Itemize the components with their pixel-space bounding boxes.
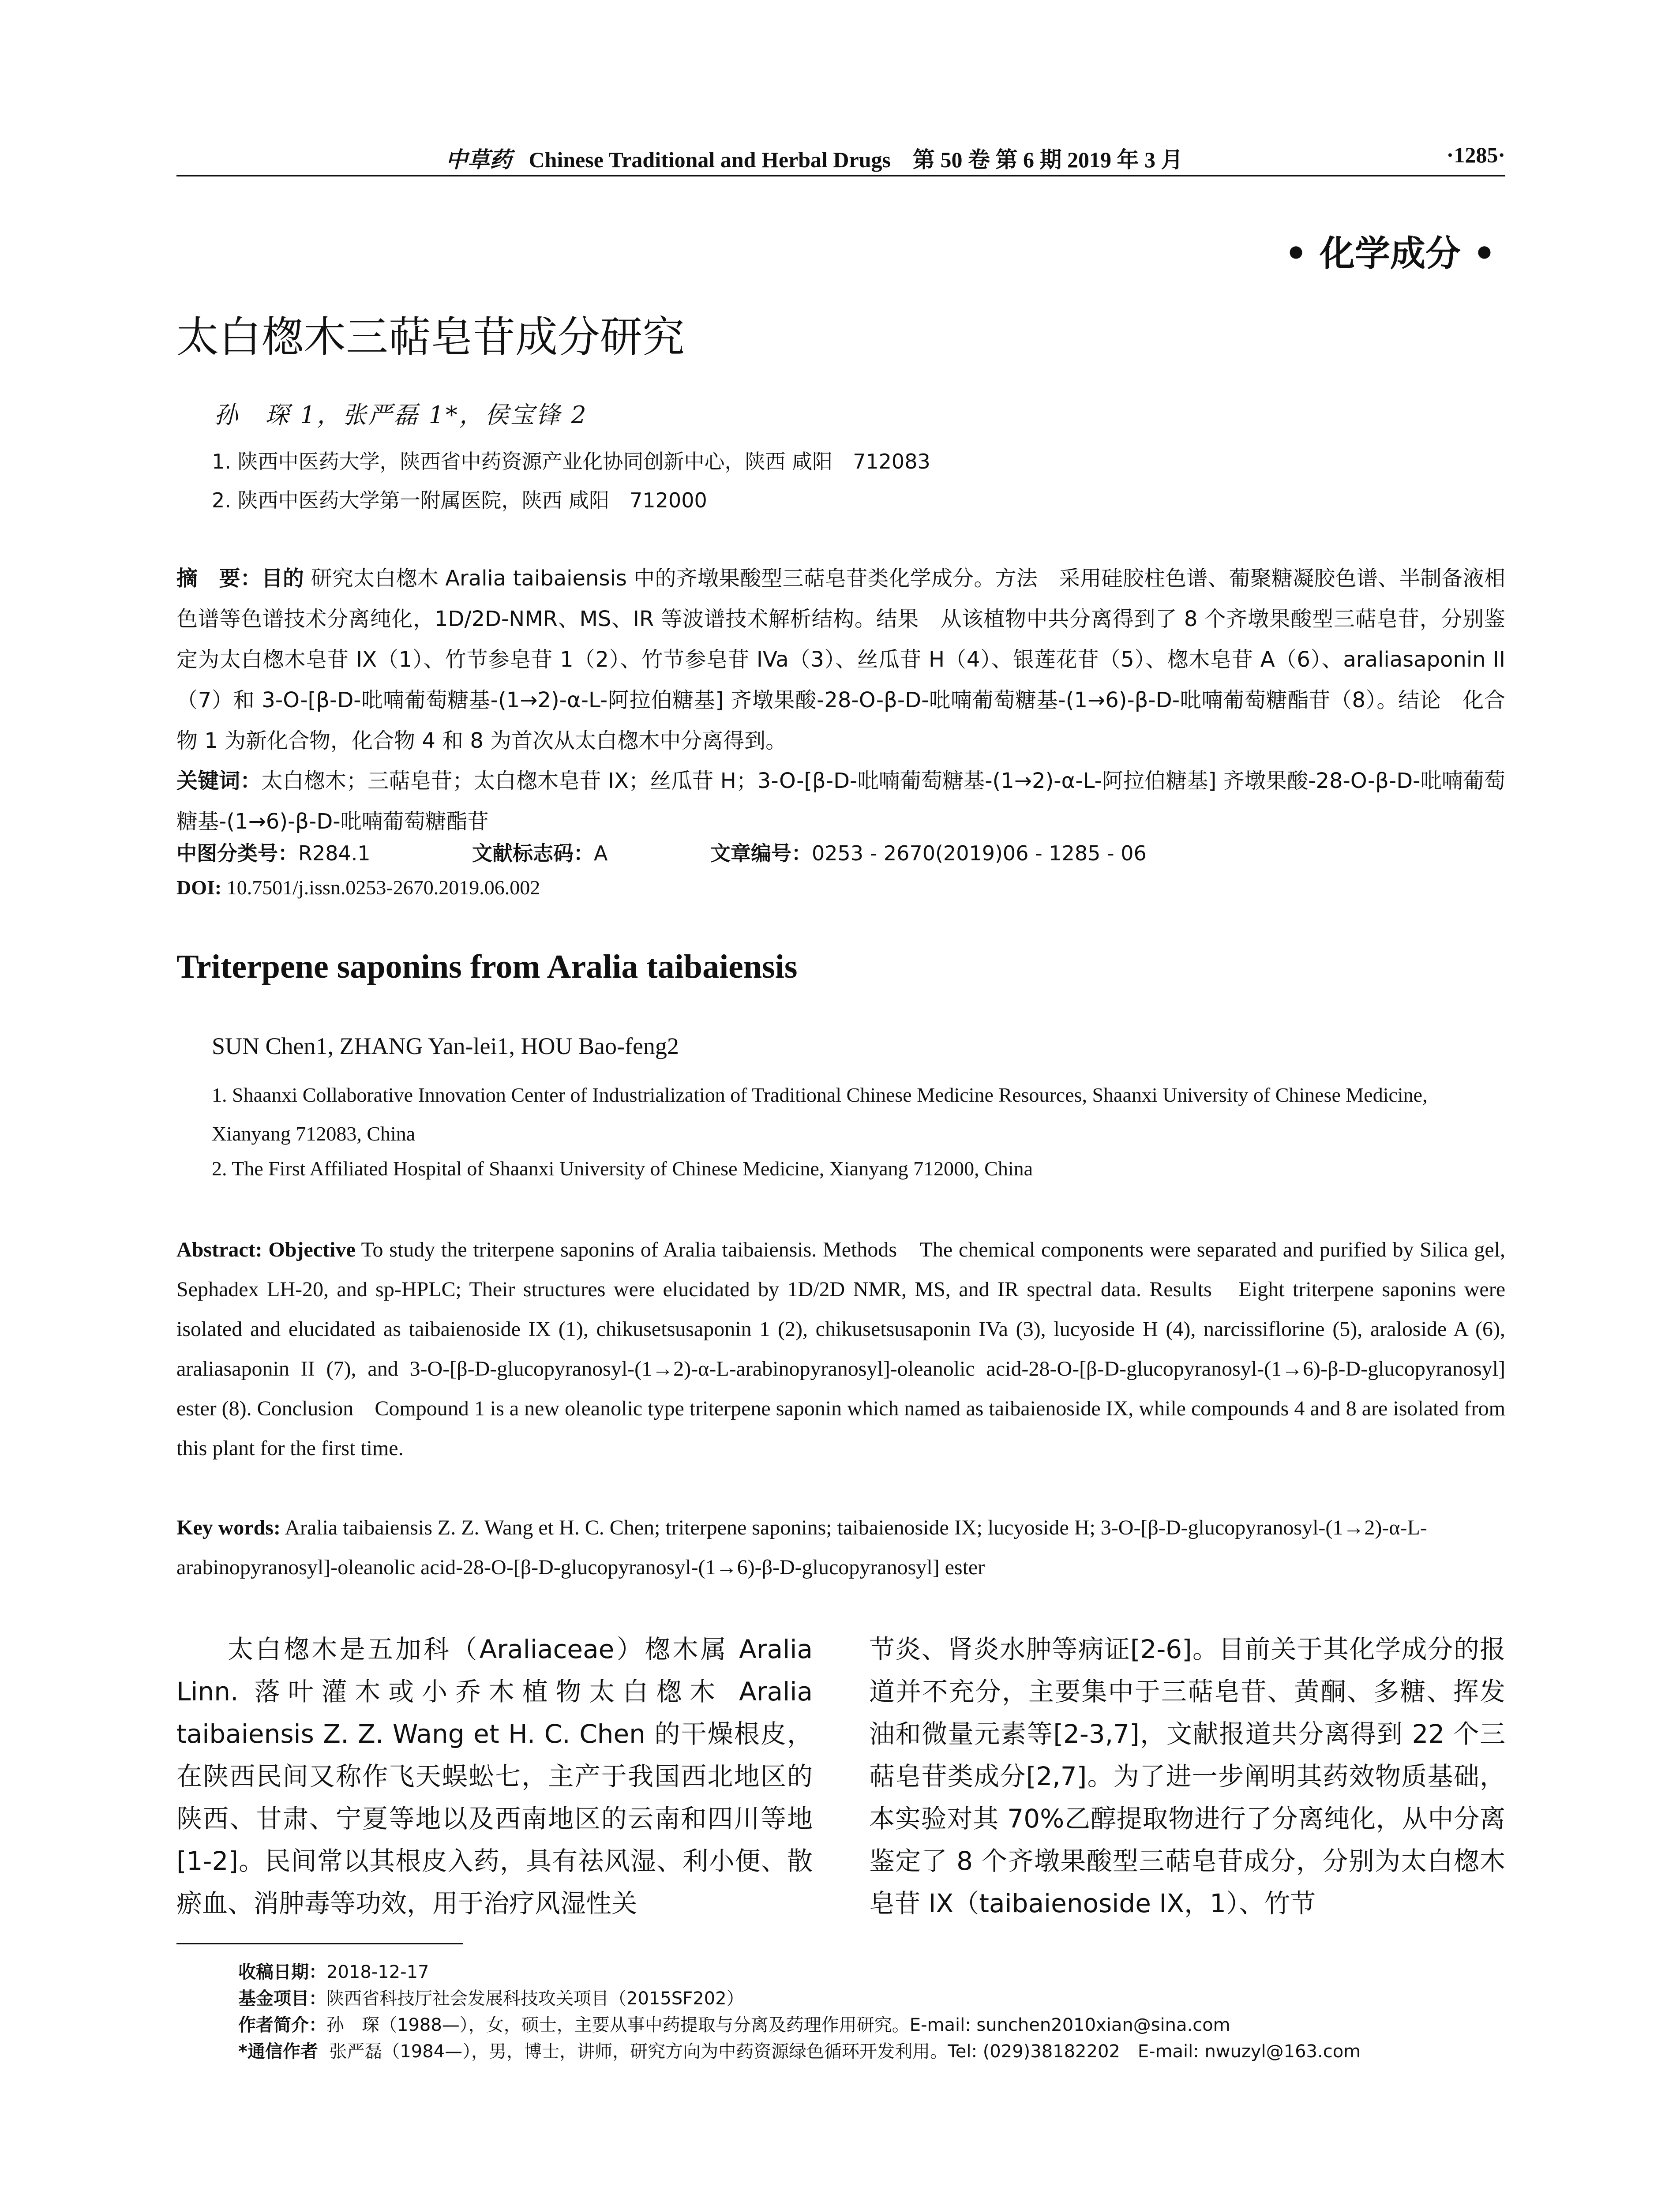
footnote-author xyxy=(238,2011,1230,2036)
doc-code xyxy=(472,837,608,867)
en-abstract-text: To study the triterpene saponins of Aralia taibaiensis. Methods The chemical components were separated and purified by Silica gel, Sephadex LH-20, and sp-HPLC; Their structures were elucidated by 1D/2D NMR, MS, and IR spectral data. Results Eight triterpene saponins were isolated and elucidated as taibaienoside IX (1), chikusetsusaponin 1 (2), chikusetsusaponin IVa (3), lucyoside H (4), narcissiflorine (5), araloside A (6), araliasaponin II (7), and 3-O-[β-D-glucopyranosyl-(1→2)-α-L-arabinopyranosyl]-oleanolic acid-28-O-[β-D-glucopyranosyl-(1→6)-β-D-glucopyranosyl] ester (8). Conclusion Compound 1 is a new oleanolic type triterpene saponin which named as taibaienoside IX, while compounds 4 and 8 are isolated from this plant for the first time. xyxy=(176,1238,1505,1460)
journal-header xyxy=(446,142,1183,174)
article-number-value: 0253 - 2670(2019)06 - 1285 - 06 xyxy=(812,841,1147,865)
en-authors: SUN Chen1, ZHANG Yan-lei1, HOU Bao-feng2 xyxy=(212,1033,679,1059)
cn-keywords xyxy=(176,761,1505,842)
en-affiliation: 2. The First Affiliated Hospital of Shaanxi University of Chinese Medicine, Xianyang 712000, China xyxy=(212,1157,1033,1180)
doc-code-value: A xyxy=(594,841,608,865)
en-keywords xyxy=(176,1508,1505,1587)
footnote-text: 陕西省科技厅社会发展科技攻关项目（2015SF202） xyxy=(326,1988,744,2009)
doc-code-label: 文献标志码： xyxy=(472,841,594,865)
cn-keywords-label: 关键词： xyxy=(176,769,262,793)
footnote-corresponding xyxy=(238,2037,1361,2063)
article-number xyxy=(710,837,1147,867)
footnote-label: 基金项目： xyxy=(238,1988,326,2009)
footnote-received xyxy=(238,1958,429,1983)
footnote-funding xyxy=(238,1985,744,2010)
journal-name-cn: 中草药 xyxy=(446,146,512,173)
cn-keywords-text: 太白楤木；三萜皂苷；太白楤木皂苷 IX；丝瓜苷 H；3-O-[β-D-吡喃葡萄糖基-(1→2)-α-L-阿拉伯糖基] 齐墩果酸-28-O-β-D-吡喃葡萄糖基-(1→6)-β-D-吡喃葡萄糖酯苷 xyxy=(176,769,1505,834)
en-title: Triterpene saponins from Aralia taibaiensis xyxy=(176,948,798,985)
page-number: ·1285· xyxy=(1446,143,1505,167)
cn-title: 太白楤木三萜皂苷成分研究 xyxy=(176,312,685,362)
doi-label: DOI: xyxy=(176,876,222,899)
clc-label: 中图分类号： xyxy=(176,841,298,865)
footnote-rule xyxy=(176,1943,463,1944)
body-column-left: 太白楤木是五加科（Araliaceae）楤木属 Aralia Linn. 落叶灌木或小乔木植物太白楤木 Aralia taibaiensis Z. Z. Wang et H. C. Chen 的干燥根皮，在陕西民间又称作飞天蜈蚣七，主产于我国西北地区的陕西、甘肃、宁夏等地以及西南地区的云南和四川等地[1-2]。民间常以其根皮入药，具有祛风湿、利小便、散瘀血、消肿毒等功效，用于治疗风湿性关 xyxy=(176,1634,813,1918)
running-header xyxy=(176,142,1505,177)
footnote-text: 孙 琛（1988—），女，硕士，主要从事中药提取与分离及药理作用研究。E-mail: sunchen2010xian@sina.com xyxy=(326,2015,1230,2035)
header-rule xyxy=(176,175,1505,176)
cn-affiliation: 2. 陕西中医药大学第一附属医院，陕西 咸阳 712000 xyxy=(212,488,707,512)
doi-value: 10.7501/j.issn.0253-2670.2019.06.002 xyxy=(226,876,540,899)
cn-abstract-text: 研究太白楤木 Aralia taibaiensis 中的齐墩果酸型三萜皂苷类化学成分。方法 采用硅胶柱色谱、葡聚糖凝胶色谱、半制备液相色谱等色谱技术分离纯化，1D/2D-NMR、MS、IR 等波谱技术解析结构。结果 从该植物中共分离得到了 8 个齐墩果酸型三萜皂苷，分别鉴定为太白楤木皂苷 IX（1）、竹节参皂苷 1（2）、竹节参皂苷 IVa（3）、丝瓜苷 H（4）、银莲花苷（5）、楤木皂苷 A（6）、araliasaponin II（7）和 3-O-[β-D-吡喃葡萄糖基-(1→2)-α-L-阿拉伯糖基] 齐墩果酸-28-O-β-D-吡喃葡萄糖基-(1→6)-β-D-吡喃葡萄糖酯苷（8）。结论 化合物 1 为新化合物，化合物 4 和 8 为首次从太白楤木中分离得到。 xyxy=(176,566,1505,753)
en-affiliation: 1. Shaanxi Collaborative Innovation Center of Industrialization of Traditional Chinese Medicine Resources, Shaanxi University of Chinese Medicine, Xianyang 712083, China xyxy=(212,1084,1428,1145)
en-keywords-text: Aralia taibaiensis Z. Z. Wang et H. C. Chen; triterpene saponins; taibaienoside IX; lucyoside H; 3-O-[β-D-glucopyranosyl-(1→2)-α-L-arabinopyranosyl]-oleanolic acid-28-O-[β-D-glucopyranosyl-(1→6)-β-D-glucopyranosyl] ester xyxy=(176,1516,1427,1579)
cn-affiliation: 1. 陕西中医药大学，陕西省中药资源产业化协同创新中心，陕西 咸阳 712083 xyxy=(212,450,930,473)
journal-issue-line: Chinese Traditional and Herbal Drugs 第 50 卷 第 6 期 2019 年 3 月 xyxy=(529,147,1183,172)
cn-abstract-label: 摘 要：目的 xyxy=(176,566,304,591)
body-column-right: 节炎、肾炎水肿等病证[2-6]。目前关于其化学成分的报道并不充分，主要集中于三萜皂苷、黄酮、多糖、挥发油和微量元素等[2-3,7]，文献报道共分离得到 22 个三萜皂苷类成分[2,7]。为了进一步阐明其药效物质基础，本实验对其 70%乙醇提取物进行了分离纯化，从中分离鉴定了 8 个齐墩果酸型三萜皂苷成分，分别为太白楤木皂苷 IX（taibaienoside IX，1）、竹节 xyxy=(869,1634,1505,1918)
section-label: • 化学成分 • xyxy=(1285,233,1496,274)
cn-abstract xyxy=(176,558,1505,761)
footnote-label: 收稿日期： xyxy=(238,1962,326,1982)
en-abstract-label: Abstract: Objective xyxy=(176,1238,356,1261)
cn-authors: 孙 琛 1，张严磊 1*，侯宝锋 2 xyxy=(214,401,588,429)
footnote-label: *通信作者 xyxy=(238,2041,318,2062)
clc-code xyxy=(176,837,371,867)
clc-value: R284.1 xyxy=(298,841,371,865)
en-abstract xyxy=(176,1230,1505,1468)
en-keywords-label: Key words: xyxy=(176,1516,281,1539)
footnote-text: 2018-12-17 xyxy=(326,1962,429,1982)
doi-line xyxy=(176,876,540,899)
footnote-label: 作者简介： xyxy=(238,2015,326,2035)
article-number-label: 文章编号： xyxy=(710,841,812,865)
footnote-text: 张严磊（1984—），男，博士，讲师，研究方向为中药资源绿色循环开发利用。Tel: (029)38182202 E-mail: nwuzyl@163.com xyxy=(329,2041,1361,2062)
